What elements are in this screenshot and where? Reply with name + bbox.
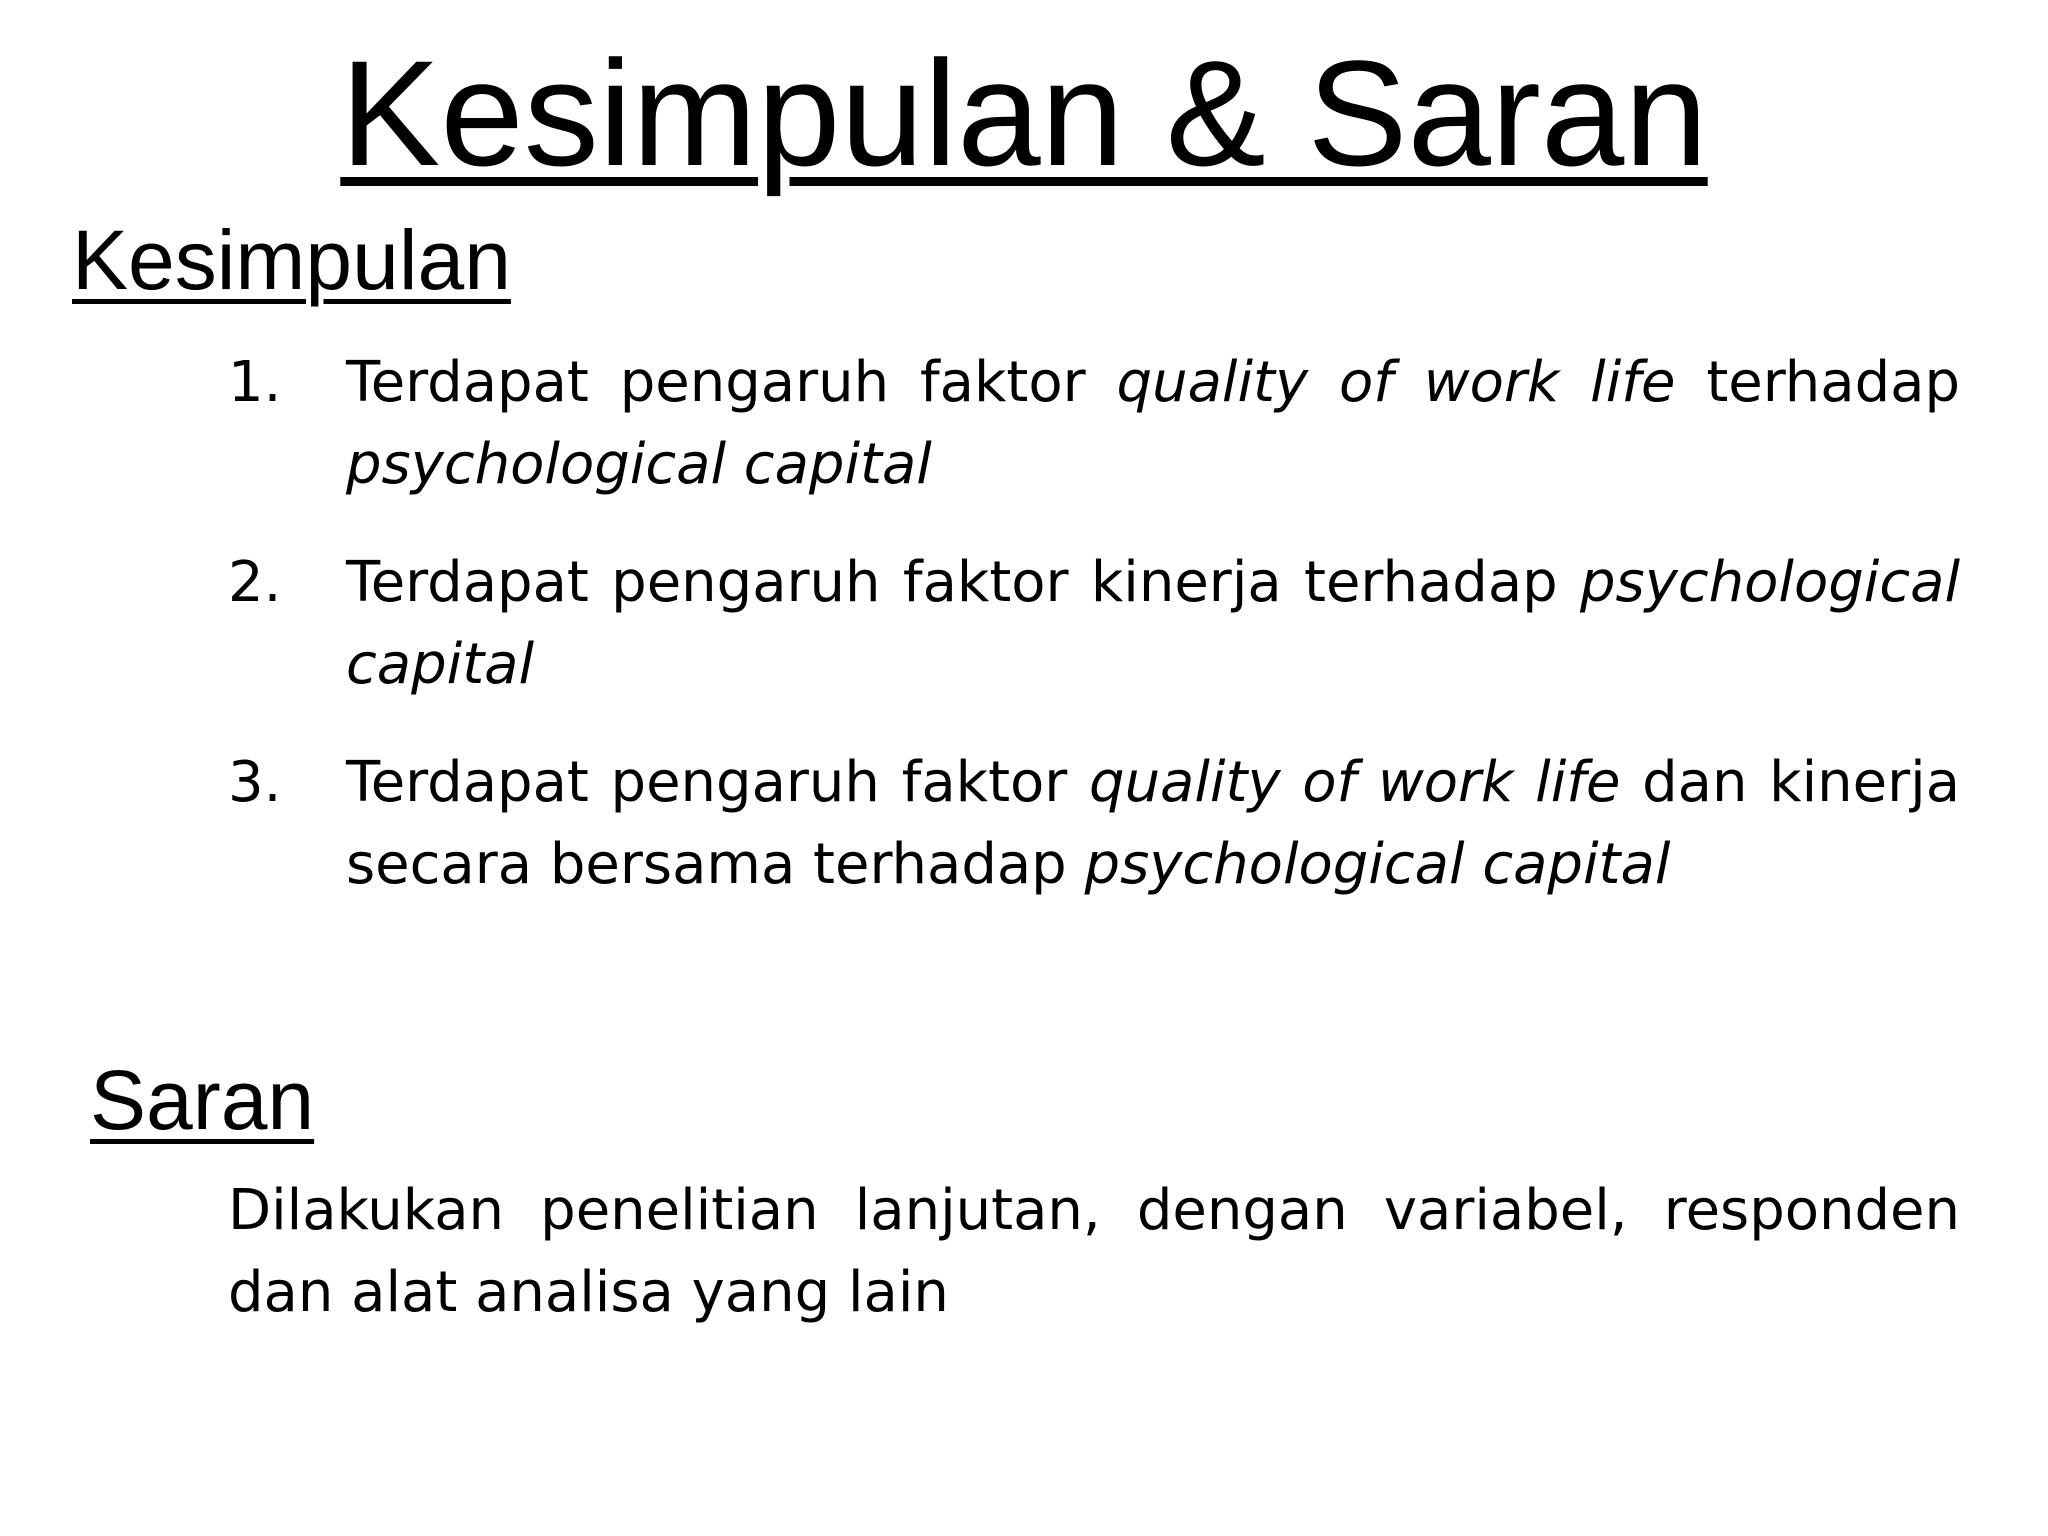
saran-text: Dilakukan penelitian lanjutan, dengan variabel, responden dan alat analisa yang lain — [228, 1178, 1960, 1325]
text-segment: dan kinerja secara bersama terhadap — [346, 750, 1961, 897]
kesimpulan-heading: Kesimpulan — [72, 213, 511, 307]
italic-term: psychological capital — [346, 432, 932, 497]
saran-heading: Saran — [90, 1053, 315, 1147]
text-segment: Terdapat pengaruh faktor — [346, 350, 1117, 415]
text-segment: terhadap — [1675, 350, 1960, 415]
text-segment: Terdapat pengaruh faktor kinerja terhadap — [346, 550, 1580, 615]
text-segment: Terdapat pengaruh faktor — [346, 750, 1090, 815]
italic-term: psychological capital — [346, 550, 1960, 697]
italic-term: quality of work life — [1116, 350, 1676, 415]
list-item — [220, 742, 1960, 906]
kesimpulan-list — [220, 342, 1960, 942]
slide-title — [0, 28, 2048, 198]
list-item-text — [346, 342, 1960, 506]
list-item — [220, 342, 1960, 506]
list-item-text — [346, 742, 1960, 906]
italic-term: psychological capital — [1084, 832, 1671, 897]
list-item — [220, 542, 1960, 706]
slide-title-text: Kesimpulan & Saran — [340, 29, 1708, 197]
italic-term: quality of work life — [1089, 750, 1621, 815]
list-item-text — [346, 542, 1960, 706]
list-item-number: 2. — [228, 550, 282, 615]
list-item-number: 3. — [228, 750, 282, 815]
list-item-number: 1. — [228, 350, 282, 415]
